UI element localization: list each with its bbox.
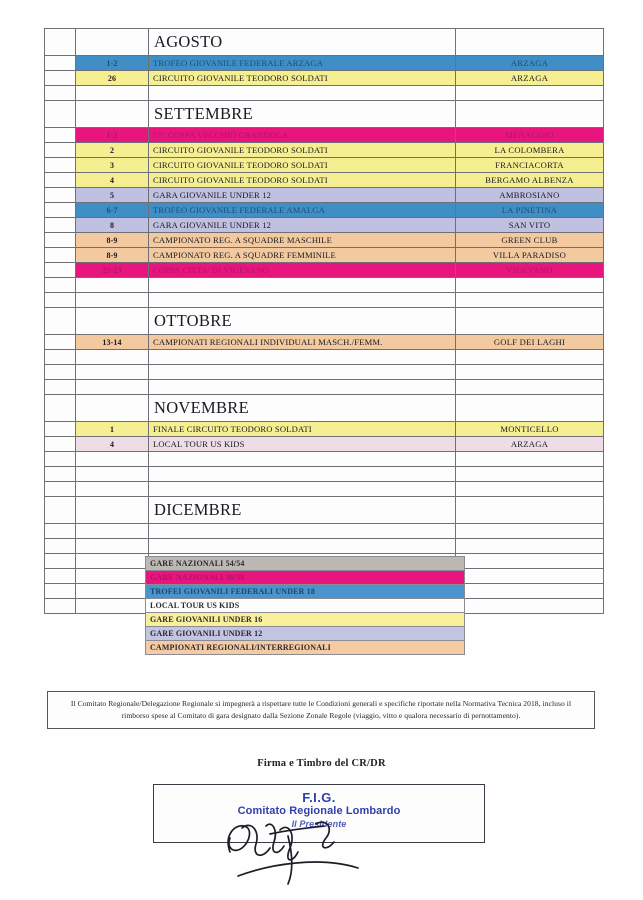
event-marker-cell — [45, 263, 76, 278]
event-location: AMBROSIANO — [456, 188, 604, 203]
event-marker-cell — [45, 335, 76, 350]
calendar-empty-cell — [456, 293, 604, 308]
color-legend-table — [145, 556, 465, 655]
legend-label: TROFEI GIOVANILI FEDERALI UNDER 18 — [146, 585, 465, 599]
calendar-empty-cell — [45, 554, 76, 569]
event-marker-cell — [45, 56, 76, 71]
month-title: NOVEMBRE — [149, 395, 456, 422]
calendar-blank-row — [45, 467, 604, 482]
calendar-empty-cell — [456, 452, 604, 467]
calendar-empty-cell — [45, 365, 76, 380]
stamp-line-role: Il Presidente — [291, 819, 347, 829]
event-name: CAMPIONATO REG. A SQUADRE FEMMINILE — [149, 248, 456, 263]
calendar-empty-cell — [45, 467, 76, 482]
event-marker-cell — [45, 143, 76, 158]
event-marker-cell — [45, 158, 76, 173]
calendar-empty-cell — [76, 539, 149, 554]
event-name: GARA GIOVANILE UNDER 12 — [149, 188, 456, 203]
month-header-row — [45, 308, 604, 335]
month-date-cell — [76, 29, 149, 56]
calendar-empty-cell — [456, 380, 604, 395]
calendar-empty-cell — [149, 380, 456, 395]
calendar-empty-cell — [456, 86, 604, 101]
event-date: 3 — [76, 158, 149, 173]
event-date: 26 — [76, 71, 149, 86]
calendar-empty-cell — [456, 539, 604, 554]
month-marker-cell — [45, 395, 76, 422]
calendar-empty-cell — [76, 467, 149, 482]
calendar-blank-row — [45, 539, 604, 554]
legend-label: CAMPIONATI REGIONALI/INTERREGIONALI — [146, 641, 465, 655]
calendar-event-row — [45, 173, 604, 188]
month-date-cell — [76, 497, 149, 524]
calendar-blank-row — [45, 524, 604, 539]
stamp-line-committee: Comitato Regionale Lombardo — [237, 805, 401, 817]
calendar-empty-cell — [76, 86, 149, 101]
calendar-blank-row — [45, 350, 604, 365]
calendar-empty-cell — [45, 380, 76, 395]
event-marker-cell — [45, 437, 76, 452]
event-location: LA PINETINA — [456, 203, 604, 218]
month-marker-cell — [45, 308, 76, 335]
calendar-event-row — [45, 128, 604, 143]
calendar-event-row — [45, 218, 604, 233]
event-name: LOCAL TOUR US KIDS — [149, 437, 456, 452]
event-marker-cell — [45, 422, 76, 437]
event-date: 8-9 — [76, 248, 149, 263]
event-date: 22-23 — [76, 263, 149, 278]
calendar-blank-row — [45, 278, 604, 293]
legend-row — [146, 557, 465, 571]
event-marker-cell — [45, 203, 76, 218]
calendar-event-row — [45, 158, 604, 173]
calendar-empty-cell — [45, 293, 76, 308]
calendar-empty-cell — [456, 569, 604, 584]
calendar-blank-row — [45, 293, 604, 308]
calendar-blank-row — [45, 86, 604, 101]
calendar-empty-cell — [45, 350, 76, 365]
event-location: FRANCIACORTA — [456, 158, 604, 173]
month-date-cell — [76, 395, 149, 422]
legend-label: GARE NAZIONALI 36/36 — [146, 571, 465, 585]
legend-label: GARE GIOVANILI UNDER 12 — [146, 627, 465, 641]
calendar-empty-cell — [76, 452, 149, 467]
calendar-empty-cell — [149, 467, 456, 482]
event-date: 4 — [76, 173, 149, 188]
legend-row — [146, 585, 465, 599]
calendar-event-row — [45, 203, 604, 218]
month-location-cell — [456, 101, 604, 128]
calendar-empty-cell — [76, 350, 149, 365]
event-name: TROFEO GIOVANILE FEDERALE AMALGA — [149, 203, 456, 218]
calendar-empty-cell — [149, 452, 456, 467]
event-date: 2 — [76, 143, 149, 158]
legend-row — [146, 599, 465, 613]
event-name: CIRCUITO GIOVANILE TEODORO SOLDATI — [149, 158, 456, 173]
calendar-event-row — [45, 263, 604, 278]
federation-stamp — [154, 791, 484, 830]
signature-stamp-box — [153, 784, 485, 843]
event-location: SAN VITO — [456, 218, 604, 233]
calendar-event-row — [45, 71, 604, 86]
calendar-empty-cell — [45, 524, 76, 539]
calendar-event-row — [45, 188, 604, 203]
month-title: AGOSTO — [149, 29, 456, 56]
event-location: ARZAGA — [456, 71, 604, 86]
calendar-empty-cell — [456, 584, 604, 599]
month-title: SETTEMBRE — [149, 101, 456, 128]
event-name: TROFEO GIOVANILE FEDERALE ARZAGA — [149, 56, 456, 71]
month-location-cell — [456, 29, 604, 56]
calendar-empty-cell — [45, 482, 76, 497]
calendar-empty-cell — [45, 452, 76, 467]
calendar-empty-cell — [456, 524, 604, 539]
calendar-empty-cell — [76, 554, 149, 569]
calendar-blank-row — [45, 380, 604, 395]
event-date: 13-14 — [76, 335, 149, 350]
calendar-empty-cell — [76, 482, 149, 497]
conditions-notice: Il Comitato Regionale/Delegazione Regionale si impegnerà a rispettare tutte le Condizioni generali e specifiche riportate nella Normativa Tecnica 2018, incluso il rimborso spese al Comitato di gara designato dalla Sezione Zonale Regole (viaggio, vitto e qualora necessario di pernottamento). — [47, 691, 595, 729]
legend-label: LOCAL TOUR US KIDS — [146, 599, 465, 613]
calendar-event-row — [45, 335, 604, 350]
month-header-row — [45, 29, 604, 56]
calendar-empty-cell — [45, 569, 76, 584]
calendar-blank-row — [45, 452, 604, 467]
month-marker-cell — [45, 101, 76, 128]
legend-row — [146, 641, 465, 655]
event-location: GOLF DEI LAGHI — [456, 335, 604, 350]
event-date: 1-2 — [76, 56, 149, 71]
event-date: 8 — [76, 218, 149, 233]
event-date: 6-7 — [76, 203, 149, 218]
calendar-empty-cell — [45, 86, 76, 101]
event-location: VIGEVANO — [456, 263, 604, 278]
event-name: CAMPIONATO REG. A SQUADRE MASCHILE — [149, 233, 456, 248]
calendar-empty-cell — [456, 278, 604, 293]
legend-row — [146, 627, 465, 641]
calendar-empty-cell — [45, 278, 76, 293]
month-marker-cell — [45, 29, 76, 56]
event-marker-cell — [45, 128, 76, 143]
event-marker-cell — [45, 71, 76, 86]
calendar-empty-cell — [45, 539, 76, 554]
month-location-cell — [456, 308, 604, 335]
event-location: MONTICELLO — [456, 422, 604, 437]
event-location: MENAGGIO — [456, 128, 604, 143]
signature-label: Firma e Timbro del CR/DR — [257, 758, 386, 769]
month-location-cell — [456, 395, 604, 422]
event-name: COPPA CITTA' DI VIGEVANO — [149, 263, 456, 278]
calendar-empty-cell — [149, 278, 456, 293]
calendar-empty-cell — [149, 365, 456, 380]
event-marker-cell — [45, 233, 76, 248]
event-location: VILLA PARADISO — [456, 248, 604, 263]
calendar-empty-cell — [76, 278, 149, 293]
calendar-empty-cell — [456, 554, 604, 569]
legend-label: GARE NAZIONALI 54/54 — [146, 557, 465, 571]
month-header-row — [45, 101, 604, 128]
month-title: OTTOBRE — [149, 308, 456, 335]
event-location: LA COLOMBERA — [456, 143, 604, 158]
calendar-empty-cell — [149, 350, 456, 365]
legend-label: GARE GIOVANILI UNDER 16 — [146, 613, 465, 627]
calendar-empty-cell — [456, 365, 604, 380]
calendar-event-row — [45, 422, 604, 437]
calendar-empty-cell — [149, 293, 456, 308]
stamp-line-federation: F.I.G. — [302, 790, 336, 805]
calendar-empty-cell — [76, 569, 149, 584]
event-marker-cell — [45, 248, 76, 263]
event-marker-cell — [45, 218, 76, 233]
event-date: 8-9 — [76, 233, 149, 248]
event-name: CAMPIONATI REGIONALI INDIVIDUALI MASCH./FEMM. — [149, 335, 456, 350]
month-header-row — [45, 395, 604, 422]
event-date: 1-2 — [76, 128, 149, 143]
calendar-empty-cell — [76, 365, 149, 380]
event-location: BERGAMO ALBENZA — [456, 173, 604, 188]
month-title: DICEMBRE — [149, 497, 456, 524]
calendar-empty-cell — [149, 482, 456, 497]
legend-row — [146, 571, 465, 585]
calendar-event-row — [45, 248, 604, 263]
month-location-cell — [456, 497, 604, 524]
calendar-blank-row — [45, 365, 604, 380]
month-marker-cell — [45, 497, 76, 524]
competition-calendar-table — [44, 28, 604, 614]
calendar-empty-cell — [456, 467, 604, 482]
calendar-event-row — [45, 56, 604, 71]
month-header-row — [45, 497, 604, 524]
calendar-empty-cell — [76, 584, 149, 599]
event-name: FINALE CIRCUITO TEODORO SOLDATI — [149, 422, 456, 437]
calendar-empty-cell — [149, 86, 456, 101]
calendar-empty-cell — [76, 599, 149, 614]
event-location: GREEN CLUB — [456, 233, 604, 248]
calendar-empty-cell — [45, 584, 76, 599]
event-name: CIRCUITO GIOVANILE TEODORO SOLDATI — [149, 143, 456, 158]
calendar-empty-cell — [149, 539, 456, 554]
legend-row — [146, 613, 465, 627]
event-date: 1 — [76, 422, 149, 437]
calendar-event-row — [45, 437, 604, 452]
event-name: CIRCUITO GIOVANILE TEODORO SOLDATI — [149, 173, 456, 188]
calendar-empty-cell — [456, 599, 604, 614]
calendar-empty-cell — [76, 380, 149, 395]
calendar-empty-cell — [76, 524, 149, 539]
calendar-empty-cell — [456, 482, 604, 497]
event-marker-cell — [45, 173, 76, 188]
calendar-event-row — [45, 143, 604, 158]
event-location: ARZAGA — [456, 56, 604, 71]
calendar-event-row — [45, 233, 604, 248]
event-location: ARZAGA — [456, 437, 604, 452]
calendar-empty-cell — [76, 293, 149, 308]
event-name: CIRCUITO GIOVANILE TEODORO SOLDATI — [149, 71, 456, 86]
event-name: 57° COPPA VECCHIO GRANDOLA — [149, 128, 456, 143]
event-date: 5 — [76, 188, 149, 203]
event-marker-cell — [45, 188, 76, 203]
event-date: 4 — [76, 437, 149, 452]
month-date-cell — [76, 308, 149, 335]
calendar-empty-cell — [45, 599, 76, 614]
event-name: GARA GIOVANILE UNDER 12 — [149, 218, 456, 233]
calendar-empty-cell — [149, 524, 456, 539]
calendar-empty-cell — [456, 350, 604, 365]
calendar-blank-row — [45, 482, 604, 497]
month-date-cell — [76, 101, 149, 128]
